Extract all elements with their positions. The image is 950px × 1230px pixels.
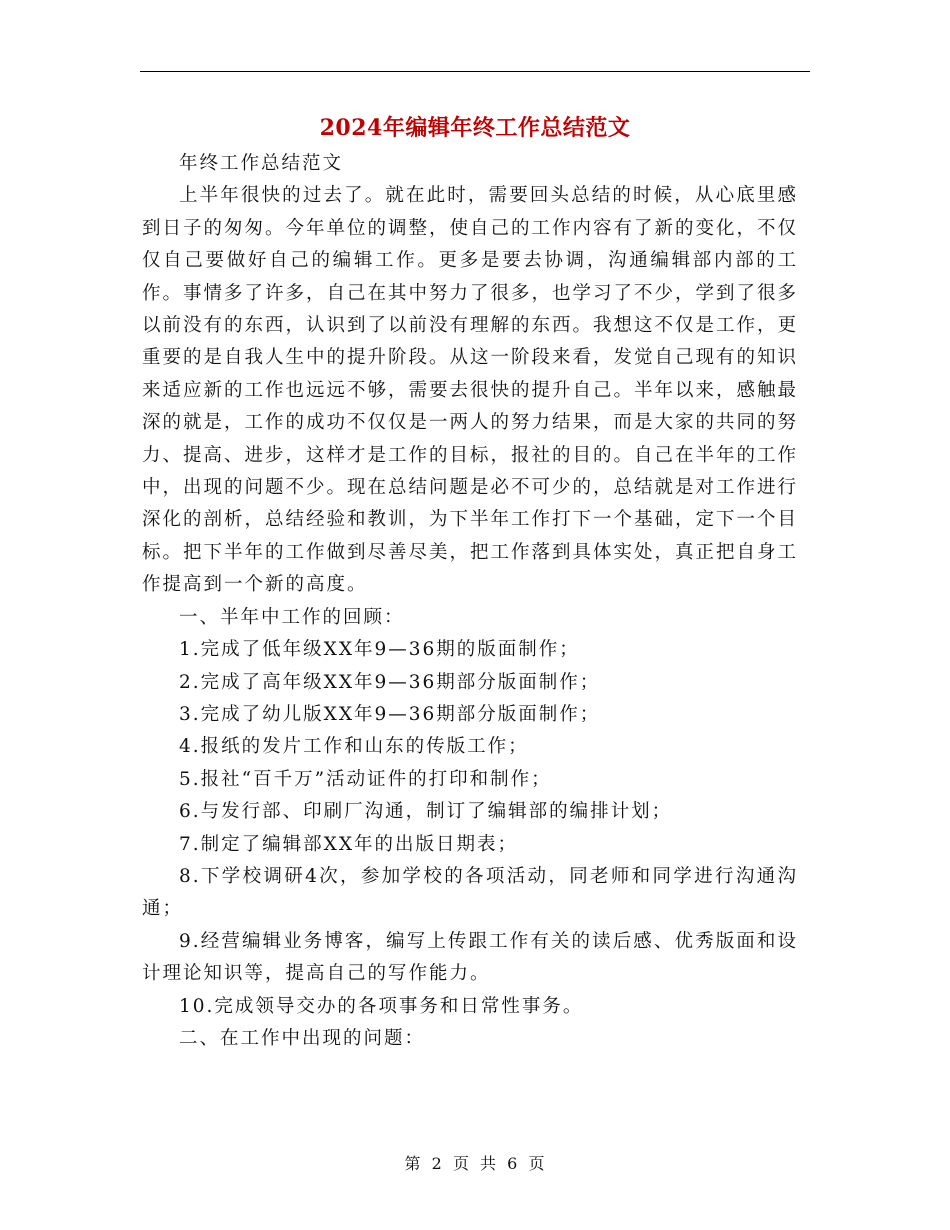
list-item: 7.制定了编辑部XX年的出版日期表； [179,833,518,855]
paragraph: 年终工作总结范文 [179,153,344,174]
footer-label-unit: 页 [452,1154,470,1173]
page-footer [0,1150,950,1178]
list-item: 1.完成了低年级XX年9—36期的版面制作； [179,639,580,661]
header-rule [140,71,810,72]
list-item: 8.下学校调研4次，参加学校的各项活动，同老师和同学进行沟通沟通； [142,865,798,920]
list-item: 6.与发行部、印刷厂沟通，制订了编辑部的编排计划； [179,801,673,823]
list-item: 10.完成领导交办的各项事务和日常性事务。 [179,995,584,1017]
footer-label-unit2: 页 [528,1154,546,1173]
section-heading: 二、在工作中出现的问题： [179,1027,426,1049]
section-heading: 一、半年中工作的回顾： [179,606,405,628]
footer-label-total: 共 [480,1154,498,1173]
list-item: 5.报社“百千万”活动证件的打印和制作； [179,768,552,790]
list-item: 3.完成了幼儿版XX年9—36期部分版面制作； [179,703,601,725]
paragraph: 上半年很快的过去了。就在此时，需要回头总结的时候，从心底里感到日子的匆匆。今年单位的调整，使自己的工作内容有了新的变化，不仅仅自己要做好自己的编辑工作。更多是要去协调，沟通编辑部内部的工作。事情多了许多，自己在其中努力了很多，也学习了不少，学到了很多以前没有的东西，认识到了以前没有理解的东西。我想这不仅是工作，更重要的是自我人生中的提升阶段。从这一阶段来看，发觉自己现有的知识来适应新的工作也远远不够，需要去很快的提升自己。半年以来，感触最深的就是，工作的成功不仅仅是一两人的努力结果，而是大家的共同的努力、提高、进步，这样才是工作的目标，报社的目的。自己在半年的工作中，出现的问题不少。现在总结问题是必不可少的，总结就是对工作进行深化的剖析，总结经验和教训，为下半年工作打下一个基础，定下一个目标。把下半年的工作做到尽善尽美，把工作落到具体实处，真正把自身工作提高到一个新的高度。 [142,185,799,596]
footer-label-page: 第 [404,1154,422,1173]
footer-total-pages: 6 [507,1154,519,1173]
footer-current-page: 2 [431,1154,443,1173]
document-body [142,148,798,1055]
list-item: 4.报纸的发片工作和山东的传版工作； [179,736,529,758]
list-item: 9.经营编辑业务博客，编写上传跟工作有关的读后感、优秀版面和设计理论知识等，提高自己的写作能力。 [142,930,798,985]
list-item: 2.完成了高年级XX年9—36期部分版面制作； [179,671,601,693]
document-title: 2024年编辑年终工作总结范文 [319,115,631,141]
